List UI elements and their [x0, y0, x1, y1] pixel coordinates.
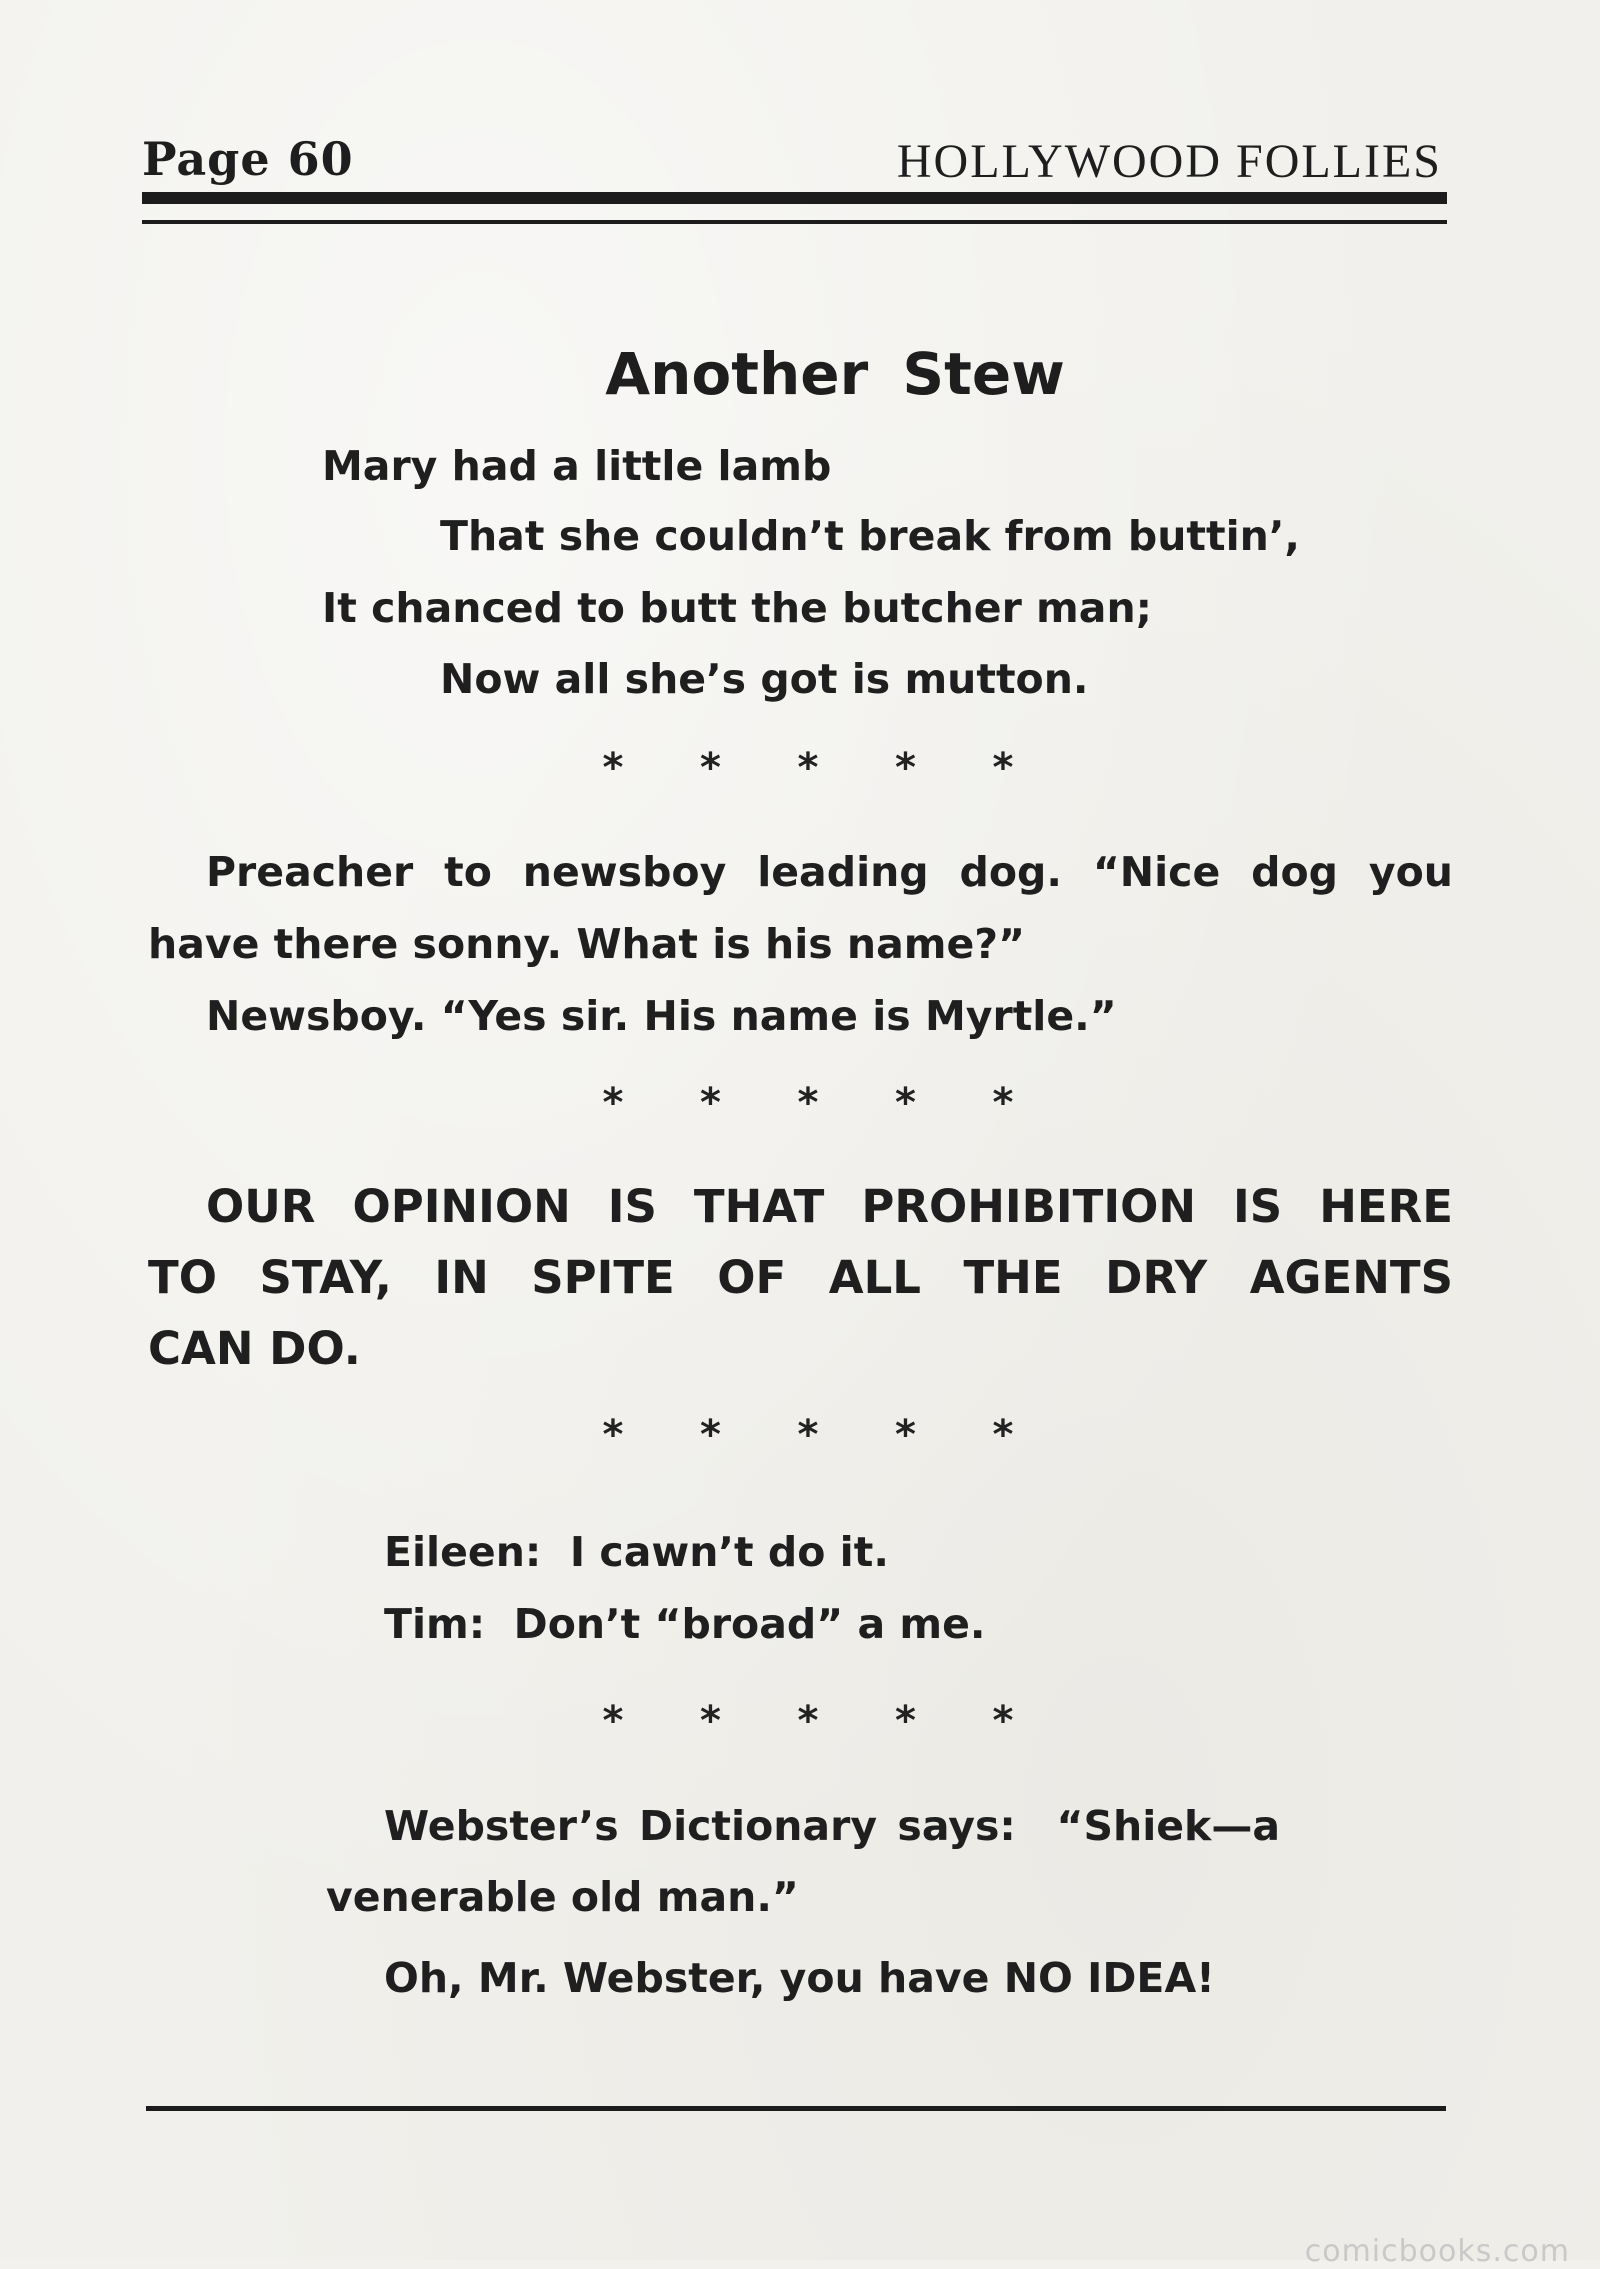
poem-line-1: Mary had a little lamb	[322, 442, 832, 490]
poem-line-2: That she couldn’t break from buttin’,	[440, 512, 1300, 560]
separator-star: *	[700, 1698, 721, 1744]
separator-star: *	[700, 745, 721, 791]
dialogue-line-2: Tim: Don’t “broad” a me.	[384, 1600, 986, 1648]
webster-line-2: venerable old man.”	[326, 1873, 799, 1921]
dialogue-line-1: Eileen: I cawn’t do it.	[384, 1528, 889, 1576]
separator-star: *	[700, 1080, 721, 1126]
separator-star: *	[895, 1080, 916, 1126]
preacher-line-3: Newsboy. “Yes sir. His name is Myrtle.”	[206, 992, 1117, 1040]
separator-star: *	[895, 1412, 916, 1458]
watermark: comicbooks.com	[1304, 2234, 1570, 2269]
separator-star: *	[602, 1412, 624, 1458]
separator-star: *	[797, 1080, 819, 1126]
separator-star: *	[992, 1080, 1014, 1126]
opinion-line-1: OUR OPINION IS THAT PROHIBITION IS HERE	[206, 1180, 1453, 1233]
separator-star: *	[797, 745, 819, 791]
separator-star: *	[797, 1412, 819, 1458]
separator-star: *	[602, 1698, 624, 1744]
header-rule-thin	[142, 220, 1447, 224]
separator-star: *	[602, 1080, 624, 1126]
poem-line-4: Now all she’s got is mutton.	[440, 655, 1089, 703]
separator-star: *	[602, 745, 624, 791]
separator-star: *	[797, 1698, 819, 1744]
separator-2	[598, 1080, 1018, 1126]
preacher-line-1: Preacher to newsboy leading dog. “Nice dog you	[206, 848, 1453, 896]
separator-star: *	[895, 1698, 916, 1744]
separator-1	[598, 745, 1018, 791]
separator-star: *	[992, 745, 1014, 791]
footer-rule	[146, 2106, 1446, 2111]
separator-star: *	[895, 745, 916, 791]
separator-star: *	[992, 1698, 1014, 1744]
poem-title: Another Stew	[605, 340, 1065, 408]
webster-line-1: Webster’s Dictionary says: “Shiek—a	[384, 1802, 1280, 1850]
opinion-line-2: TO STAY, IN SPITE OF ALL THE DRY AGENTS	[148, 1251, 1453, 1304]
opinion-line-3: CAN DO.	[148, 1322, 361, 1375]
running-title: HOLLYWOOD FOLLIES	[896, 135, 1442, 188]
separator-3	[598, 1412, 1018, 1458]
page-header	[142, 132, 1442, 192]
separator-star: *	[700, 1412, 721, 1458]
header-rule-thick	[142, 192, 1447, 204]
separator-4	[598, 1698, 1018, 1744]
webster-line-3: Oh, Mr. Webster, you have NO IDEA!	[384, 1954, 1215, 2002]
page-number: Page 60	[142, 132, 354, 186]
poem-line-3: It chanced to butt the butcher man;	[322, 584, 1153, 632]
preacher-line-2: have there sonny. What is his name?”	[148, 920, 1026, 968]
separator-star: *	[992, 1412, 1014, 1458]
